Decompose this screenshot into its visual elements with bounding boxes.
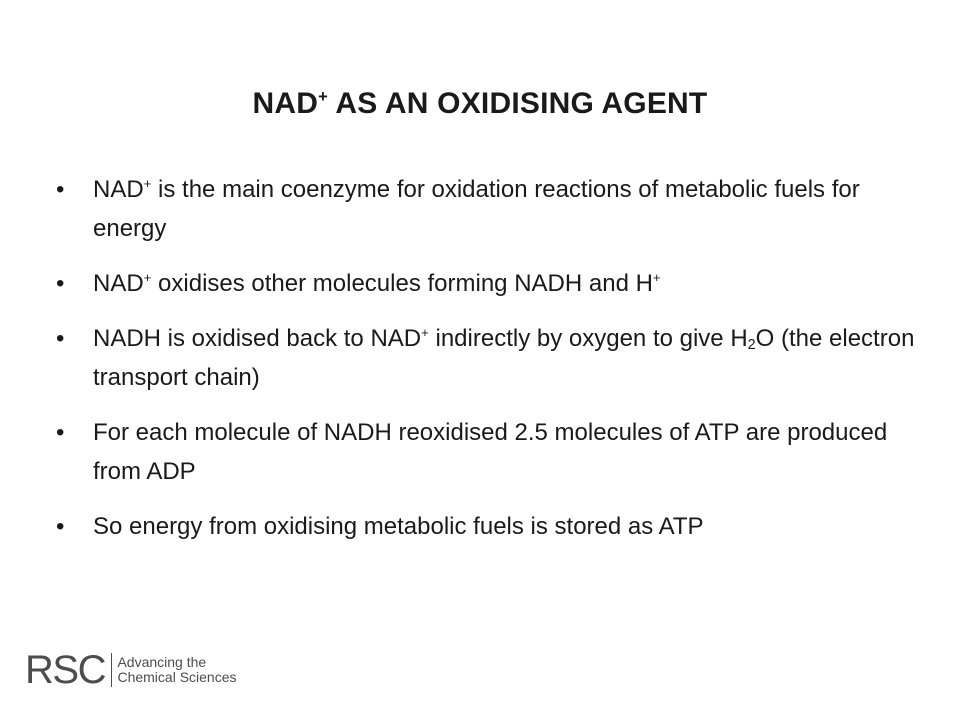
bullet-point-icon: • <box>56 513 65 540</box>
bullet-item <box>56 507 916 546</box>
bullet-text <box>93 325 914 391</box>
bullet-item <box>56 264 916 303</box>
bullet-point-icon: • <box>56 270 65 297</box>
slide-title <box>0 86 960 122</box>
bullet-text-part: is the main coenzyme for oxidation reactions of metabolic fuels for energy <box>93 176 860 242</box>
title-prefix: NAD <box>252 87 319 121</box>
logo-mark: RSC <box>25 648 105 692</box>
bullet-text <box>93 176 860 242</box>
bullet-superscript: + <box>421 325 429 340</box>
logo-divider <box>111 653 113 687</box>
bullet-list <box>56 170 916 562</box>
bullet-superscript: + <box>143 270 152 285</box>
bullet-text-part: indirectly by oxygen to give H <box>428 325 748 352</box>
bullet-point-icon: • <box>56 325 65 352</box>
bullet-subscript: 2 <box>747 336 756 353</box>
bullet-text <box>93 270 661 297</box>
bullet-text-part: NADH is oxidised back to NAD <box>93 325 422 352</box>
logo-tagline-line: Advancing the <box>117 654 207 670</box>
bullet-superscript: + <box>143 176 152 191</box>
bullet-item <box>56 319 916 397</box>
rsc-logo <box>25 650 237 690</box>
title-suffix: AS AN OXIDISING AGENT <box>328 87 708 121</box>
bullet-text-part: So energy from oxidising metabolic fuels is stored as ATP <box>93 513 704 540</box>
bullet-text <box>93 419 887 485</box>
bullet-superscript: + <box>652 270 661 285</box>
logo-tagline-line: Chemical Sciences <box>117 669 237 685</box>
bullet-text-part: For each molecule of NADH reoxidised 2.5 molecules of ATP are produced from ADP <box>93 419 888 485</box>
bullet-text-part: oxidises other molecules forming NADH and H <box>151 270 653 297</box>
title-superscript: + <box>318 88 328 107</box>
logo-tagline <box>117 655 236 685</box>
bullet-text-part: NAD <box>93 176 144 203</box>
bullet-point-icon: • <box>56 419 65 446</box>
bullet-point-icon: • <box>56 176 65 203</box>
bullet-text-part: O (the electron transport chain) <box>93 325 915 391</box>
bullet-item <box>56 413 916 491</box>
bullet-text-part: NAD <box>93 270 144 297</box>
bullet-text <box>93 513 704 540</box>
bullet-item <box>56 170 916 248</box>
